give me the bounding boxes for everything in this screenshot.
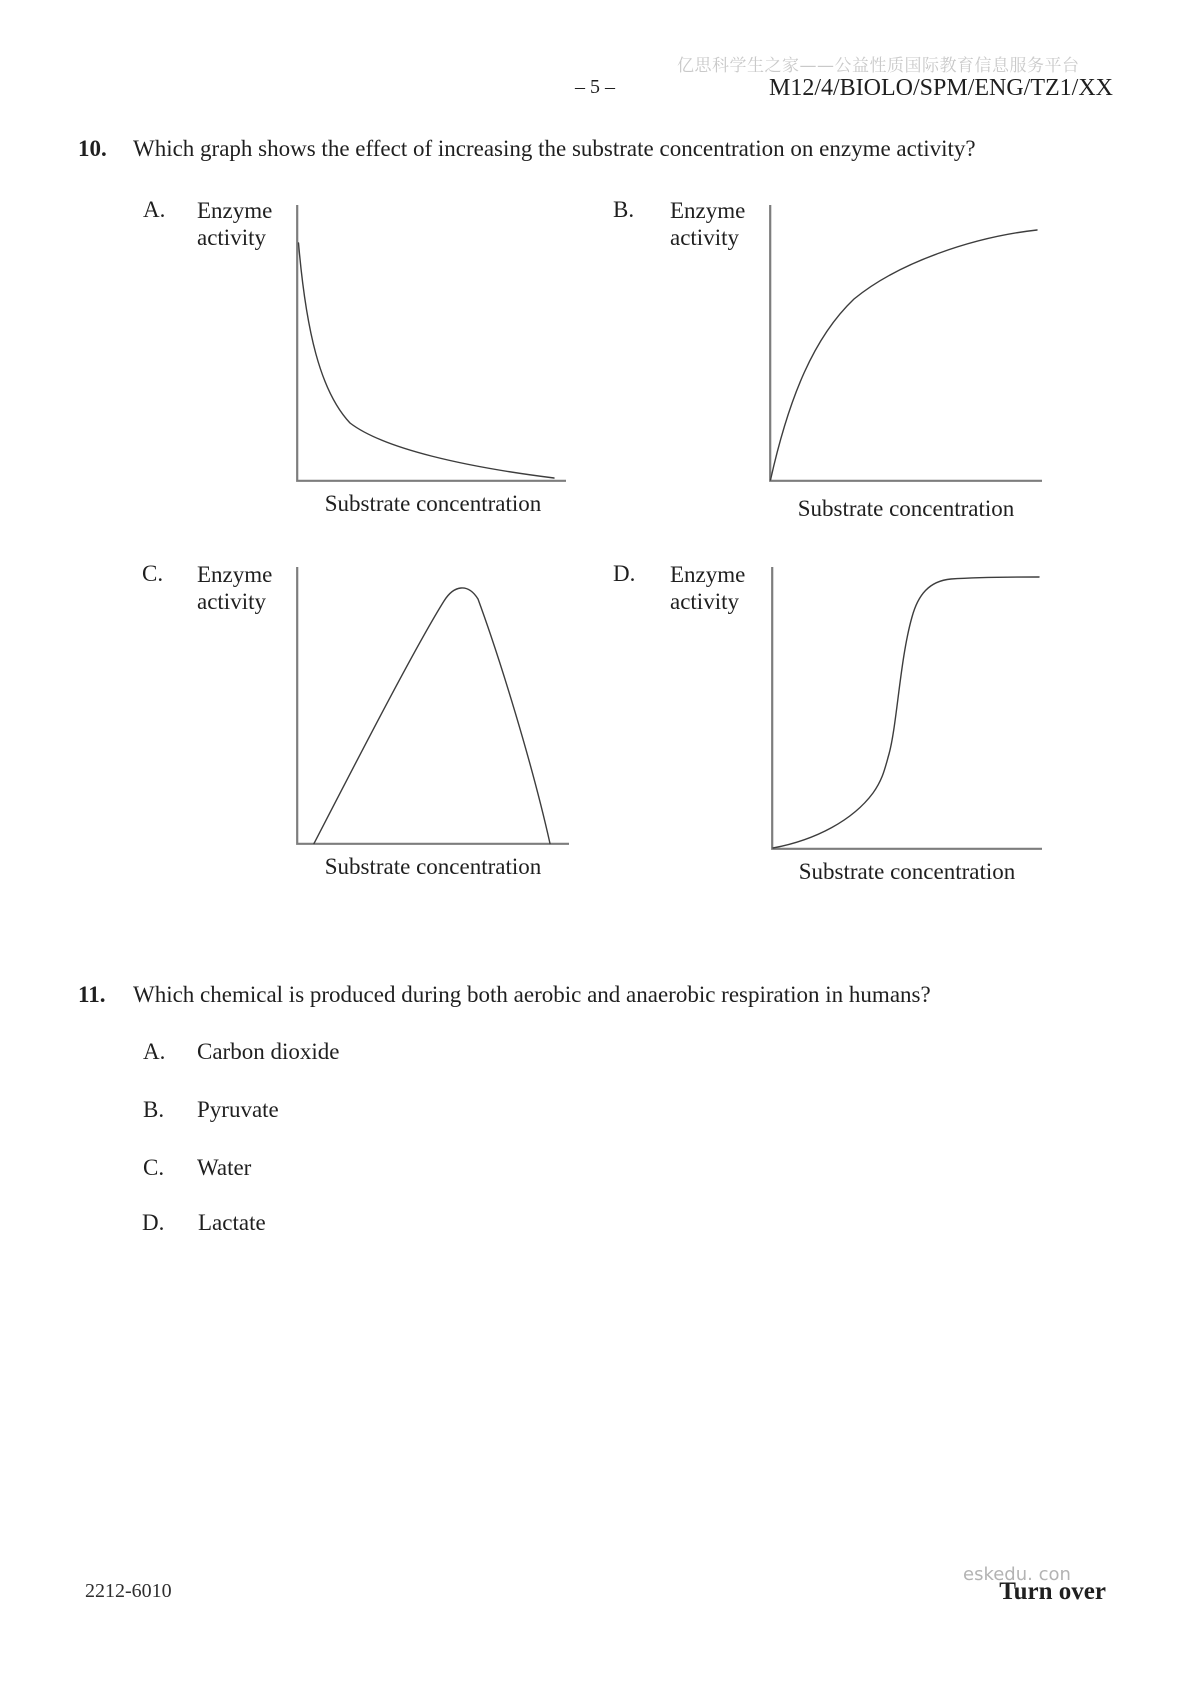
graph-c-x-axis-label: Substrate concentration xyxy=(324,854,542,879)
q11-option-c-letter: C. xyxy=(143,1155,165,1180)
chinese-watermark: 亿思科学生之家——公益性质国际教育信息服务平台 xyxy=(677,56,1080,76)
question-11-text: Which chemical is produced during both aerobic and anaerobic respiration in humans? xyxy=(133,982,931,1007)
graph-a-axes xyxy=(297,205,566,481)
q11-option-c-text: Water xyxy=(197,1155,252,1180)
q11-option-a-letter: A. xyxy=(143,1039,166,1064)
graph-a-y-axis-label xyxy=(197,197,307,251)
graph-b-plot xyxy=(769,205,1042,482)
option-c-letter: C. xyxy=(142,561,164,586)
graph-d-plot xyxy=(771,567,1042,850)
graph-b-axes xyxy=(770,205,1042,481)
q11-option-a-text: Carbon dioxide xyxy=(197,1039,340,1064)
y-label-line1: Enzyme xyxy=(670,562,746,587)
q11-option-d-letter: D. xyxy=(142,1210,165,1235)
graph-c-curve xyxy=(314,588,550,844)
y-label-line1: Enzyme xyxy=(197,198,273,223)
graph-d-curve xyxy=(773,577,1039,848)
graph-d-y-axis-label xyxy=(670,561,780,615)
question-10-text: Which graph shows the effect of increasing the substrate concentration on enzyme activity? xyxy=(133,136,976,161)
question-11-number: 11. xyxy=(78,982,106,1007)
graph-c-plot xyxy=(296,567,569,845)
graph-a-x-axis-label: Substrate concentration xyxy=(324,491,542,516)
y-label-line1: Enzyme xyxy=(197,562,273,587)
graph-a-curve xyxy=(299,243,555,478)
option-b-letter: B. xyxy=(613,197,635,222)
graph-b-x-axis-label: Substrate concentration xyxy=(797,496,1015,521)
page-number: – 5 – xyxy=(575,76,615,98)
q11-option-b-text: Pyruvate xyxy=(197,1097,279,1122)
y-label-line1: Enzyme xyxy=(670,198,746,223)
option-d-letter: D. xyxy=(613,561,636,586)
paper-code: M12/4/BIOLO/SPM/ENG/TZ1/XX xyxy=(768,75,1113,101)
graph-b-y-axis-label xyxy=(670,197,780,251)
y-label-line2: activity xyxy=(670,589,739,614)
graph-c-y-axis-label xyxy=(197,561,307,615)
graph-a-plot xyxy=(296,205,567,482)
graph-d-axes xyxy=(772,567,1042,849)
graph-d-x-axis-label: Substrate concentration xyxy=(798,859,1016,884)
question-10-number: 10. xyxy=(78,136,107,161)
y-label-line2: activity xyxy=(670,225,739,250)
option-a-letter: A. xyxy=(143,197,166,222)
eskedu-watermark: eskedu. con xyxy=(963,1564,1071,1585)
graph-c-axes xyxy=(297,567,569,844)
y-label-line2: activity xyxy=(197,589,266,614)
graph-b-curve xyxy=(771,230,1038,480)
turn-over-label: Turn over xyxy=(999,1578,1106,1605)
footer-code: 2212-6010 xyxy=(85,1580,172,1602)
y-label-line2: activity xyxy=(197,225,266,250)
q11-option-d-text: Lactate xyxy=(198,1210,266,1235)
q11-option-b-letter: B. xyxy=(143,1097,165,1122)
